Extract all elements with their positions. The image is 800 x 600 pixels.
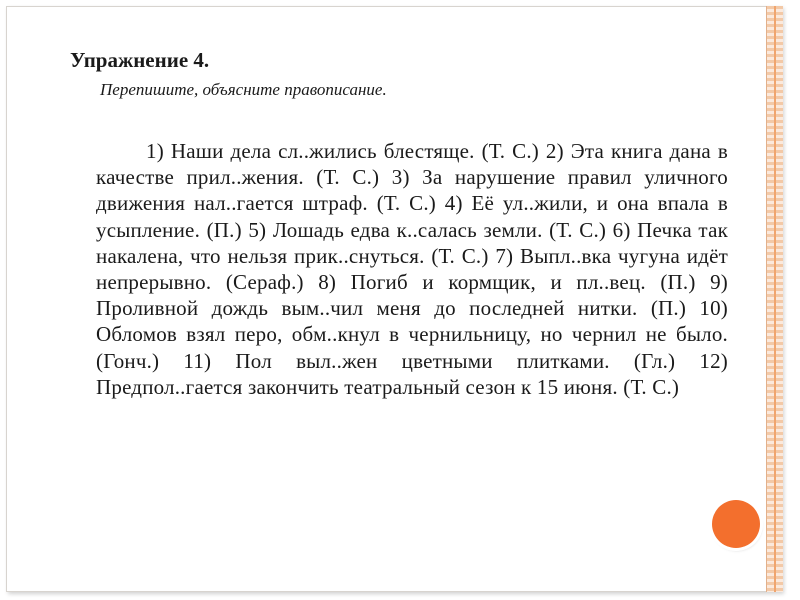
exercise-title: Упражнение 4. [70,48,210,72]
exercise-text: 1) Наши дела сл..жились блестяще. (Т. С.) 2) Эта книга дана в качестве прил..жения. (Т. С.) 3) За нарушение правил уличного движения нал..гается штраф. (Т. С.) 4) Её ул..жили, и она впала в усыпление. (П.) 5) Лошадь едва к..салась земли. (Т. С.) 6) Печка так накалена, что нельзя прик..снуться. (Т. С.) 7) Выпл..вка чугуна идёт непрерывно. (Сераф.) 8) Погиб и кормщик, и пл..вец. (П.) 9) Проливной дождь вым..чил меня до последней нитки. (П.) 10) Обломов взял перо, обм..кнул в чернильницу, но чернил не было. (Гонч.) 11) Пол выл..жен цветными плитками. (Гл.) 12) Предпол..гается закончить театральный сезон к 15 июня. (Т. С.) [96,139,728,399]
exercise-instruction: Перепишите, объясните правописание. [100,80,387,99]
decorative-circle-icon [712,500,760,548]
decorative-stripe-line [774,6,776,592]
